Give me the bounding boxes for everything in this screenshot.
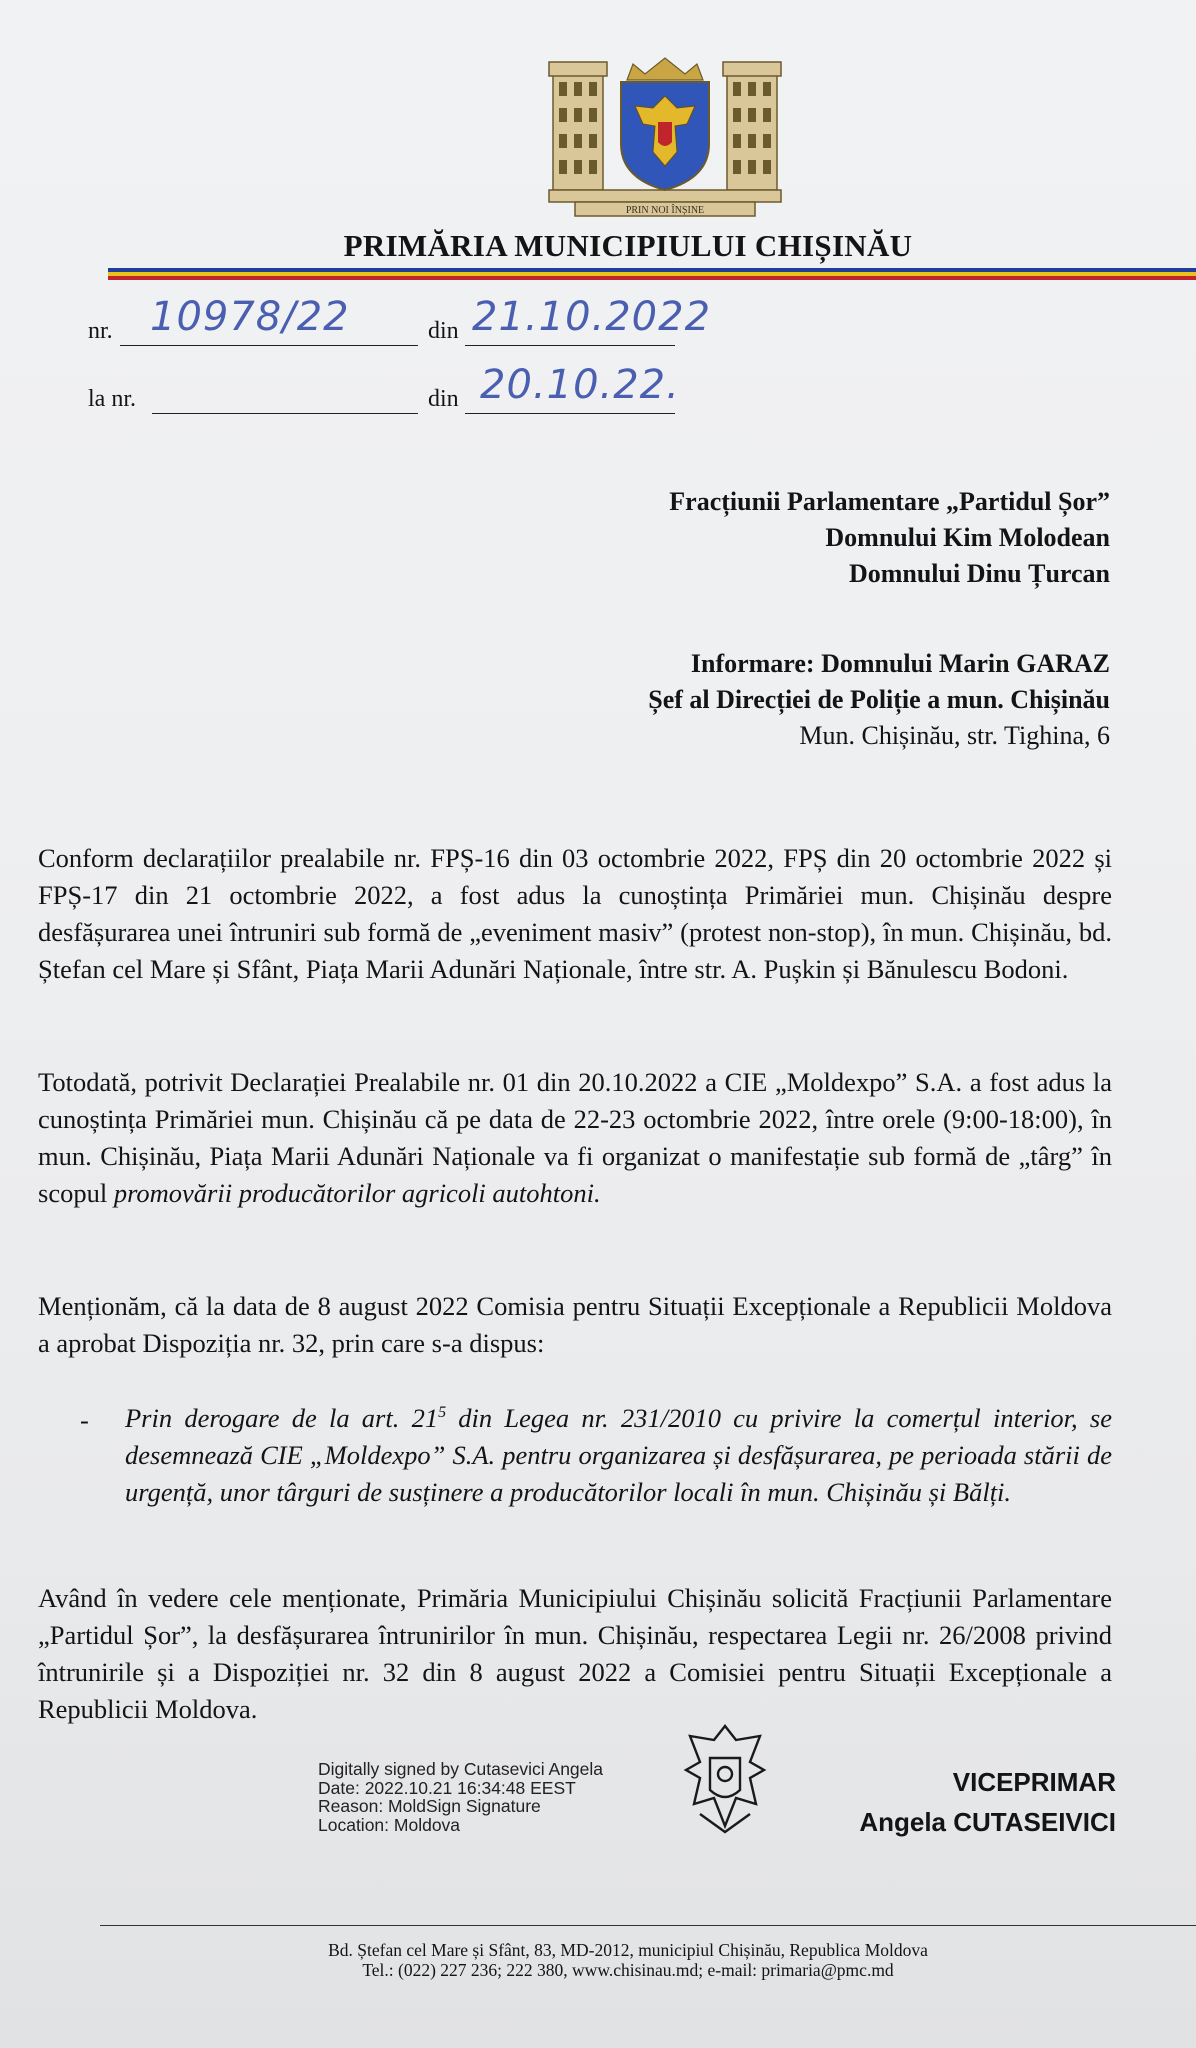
institution-name: PRIMĂRIA MUNICIPIULUI CHIȘINĂU — [343, 228, 913, 263]
footer-phone-email: Tel.: (022) 227 236; 222 380, www.chisinau.md; e-mail: primaria@pmc.md — [362, 1960, 894, 1980]
din2-underline — [465, 413, 675, 414]
signature-date: Date: 2022.10.21 16:34:48 EEST — [318, 1777, 576, 1798]
la-nr-label: la nr. — [88, 386, 136, 412]
police-chief-line: Șef al Direcției de Poliție a mun. Chișinău — [648, 685, 1110, 714]
nr-value: 10978/22 — [150, 294, 350, 340]
footer-address: Bd. Ștefan cel Mare și Sfânt, 83, MD-2012, municipiul Chișinău, Republica Moldova — [328, 1940, 928, 1960]
signature-signed-by: Digitally signed by Cutasevici Angela — [318, 1759, 604, 1779]
nr-underline — [120, 345, 418, 346]
recipient-fraction: Fracțiunii Parlamentare „Partidul Șor” — [669, 487, 1110, 516]
digital-signature-block — [318, 1760, 603, 1834]
paragraph-3: Menționăm, că la data de 8 august 2022 Comisia pentru Situații Excepționale a Republicii Moldova a aprobat Dispoziția nr. 32, prin care s-a dispus: — [38, 1291, 1112, 1358]
din2-value: 20.10.22. — [480, 362, 680, 408]
moldova-seal-icon — [670, 1718, 780, 1838]
recipient-turcan: Domnului Dinu Țurcan — [848, 559, 1110, 588]
paragraph-2-italic: promovării producătorilor agricoli autohtoni. — [113, 1178, 601, 1208]
din-label: din — [428, 318, 459, 344]
signature-location: Location: Moldova — [318, 1814, 461, 1835]
bullet-superscript: 5 — [438, 1404, 447, 1422]
paragraph-4: Având în vedere cele menționate, Primăria Municipiului Chișinău solicită Fracțiunii Parlamentare „Partidul Șor”, la desfășurarea întrunirilor în mun. Chișinău, respectarea Legii nr. 26/2008 privind întrunirile și a Dispoziției nr. 32 din 8 august 2022 a Comisiei pentru Situații Excepționale a Republicii Moldova. — [38, 1583, 1112, 1724]
bullet-text-b: din Legea nr. 231/2010 cu privire la comerțul interior, se desemnează CIE „Moldexpo” S.A. pentru organizarea și desfășurarea, pe perioada stării de urgență, unor târguri de susținere a producătorilor locali în mun. Chișinău și Bălți. — [125, 1403, 1112, 1507]
nr-label: nr. — [88, 318, 113, 344]
paragraph-2-text: Totodată, potrivit Declarației Prealabile nr. 01 din 20.10.2022 a CIE „Moldexpo” S.A. a fost adus la cunoștința Primăriei mun. Chișinău că pe data de 22-23 octombrie 2022, între orele (9:00-18:00), în mun. Chișinău, Piața Marii Adunări Naționale va fi organizat o manifestație sub formă de „târg” în scopul — [38, 1067, 1112, 1208]
signature-reason: Reason: MoldSign Signature — [318, 1796, 541, 1816]
bullet-dash: - — [80, 1405, 89, 1435]
paragraph-2 — [38, 1064, 1112, 1212]
recipients-block — [669, 484, 1110, 592]
din-underline — [465, 345, 675, 346]
bullet-text-a: Prin derogare de la art. 21 — [125, 1403, 439, 1433]
bullet-item — [125, 1400, 1112, 1511]
crest-motto: PRIN NOI ÎNȘINE — [625, 205, 705, 216]
din2-label: din — [428, 386, 459, 412]
la-nr-underline — [152, 413, 418, 414]
information-block — [648, 646, 1110, 754]
tricolor-divider — [108, 268, 1196, 282]
paragraph-1: Conform declarațiilor prealabile nr. FPȘ-16 din 03 octombrie 2022, FPȘ din 20 octombrie 2022 și FPȘ-17 din 21 octombrie 2022, a fost adus la cunoștința Primăriei mun. Chișinău despre desfășurarea unei întruniri sub formă de „eveniment masiv” (protest non-stop), în mun. Chișinău, bd. Ștefan cel Mare și Sfânt, Piața Marii Adunări Naționale, între str. A. Pușkin și Bănulescu Bodoni. — [38, 843, 1112, 984]
signatory-title: VICEPRIMAR — [952, 1767, 1116, 1797]
footer-contacts — [0, 1940, 1196, 1980]
din-value: 21.10.2022 — [472, 294, 712, 340]
footer-divider — [100, 1925, 1196, 1926]
recipient-molodean: Domnului Kim Molodean — [825, 523, 1110, 552]
signatory-name: Angela CUTASEIVICI — [859, 1807, 1116, 1837]
chisinau-coat-of-arms-icon — [545, 52, 785, 222]
police-address-line: Mun. Chișinău, str. Tighina, 6 — [799, 721, 1110, 750]
information-line: Informare: Domnului Marin GARAZ — [690, 649, 1110, 678]
signatory-block — [859, 1762, 1116, 1842]
